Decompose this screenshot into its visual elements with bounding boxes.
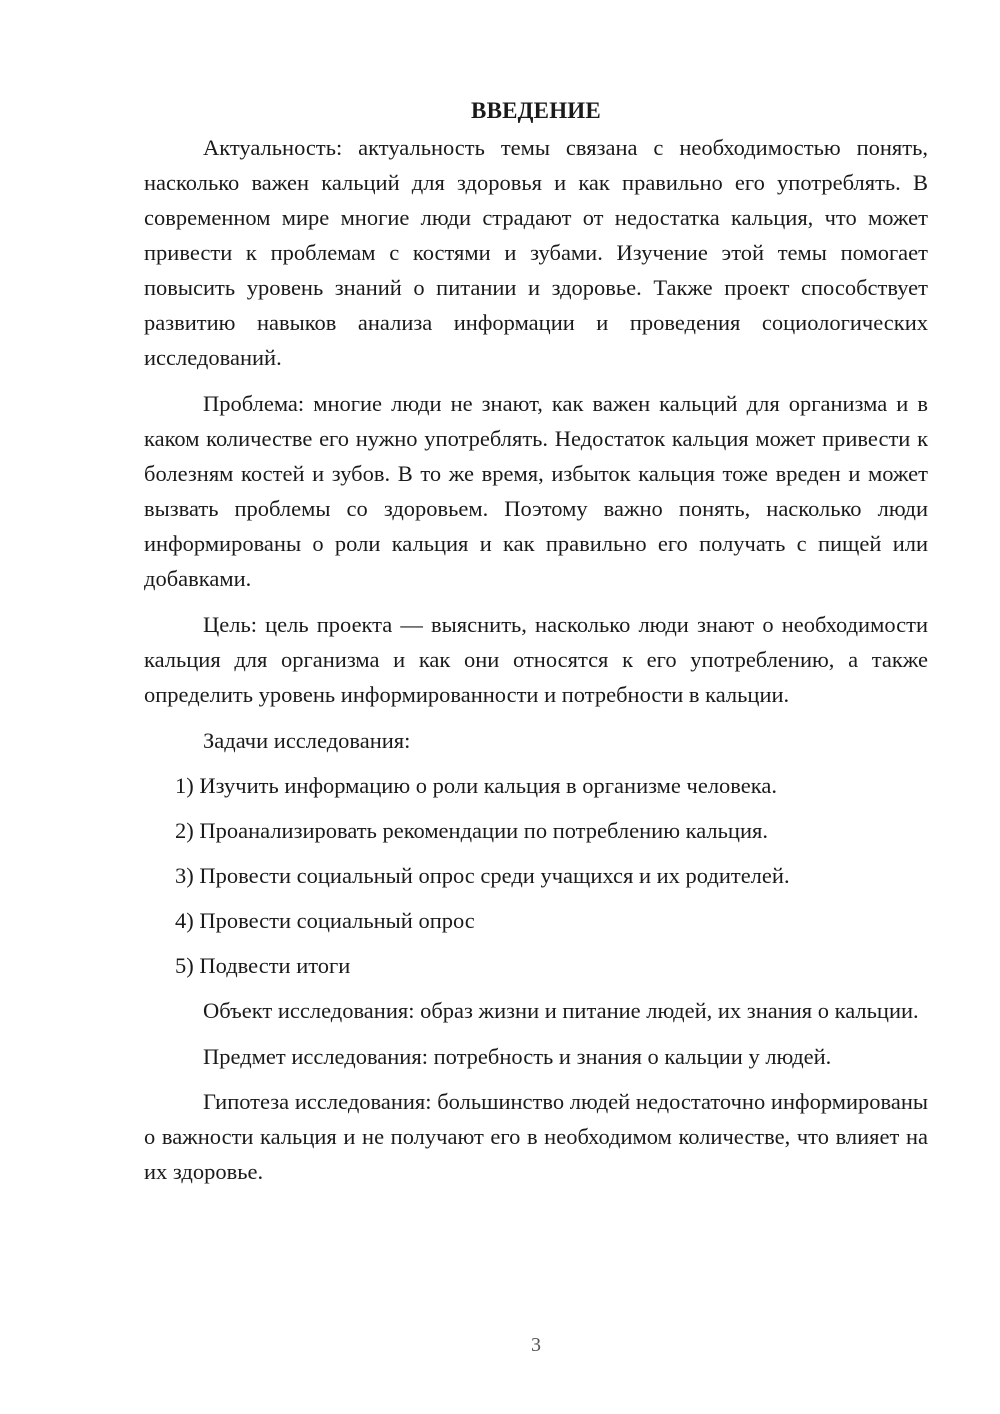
task-item: 4) Провести социальный опрос bbox=[175, 908, 475, 933]
page-title: ВВЕДЕНИЕ bbox=[471, 98, 601, 123]
task-item: 2) Проанализировать рекомендации по потреблению кальция. bbox=[175, 818, 768, 843]
goal-paragraph: Цель: цель проекта — выяснить, насколько люди знают о необходимости кальция для организма и как они относятся к его употреблению, а также определить уровень информированности и потребности в кальции. bbox=[144, 612, 928, 707]
page-number: 3 bbox=[531, 1334, 541, 1356]
hypothesis-paragraph: Гипотеза исследования: большинство людей недостаточно информированы о важности кальция и не получают его в необходимом количестве, что влияет на их здоровье. bbox=[144, 1089, 928, 1184]
subject-paragraph: Предмет исследования: потребность и знания о кальции у людей. bbox=[203, 1044, 832, 1069]
problem-paragraph: Проблема: многие люди не знают, как важен кальций для организма и в каком количестве его нужно употреблять. Недостаток кальция может привести к болезням костей и зубов. В то же время, избыток кальция тоже вреден и может вызвать проблемы со здоровьем. Поэтому важно понять, насколько люди информированы о роли кальция и как правильно его получать с пищей или добавками. bbox=[144, 391, 928, 591]
tasks-title: Задачи исследования: bbox=[203, 728, 411, 753]
relevance-paragraph: Актуальность: актуальность темы связана с необходимостью понять, насколько важен кальций для здоровья и как правильно его употреблять. В современном мире многие люди страдают от недостатка кальция, что может привести к проблемам с костями и зубами. Изучение этой темы помогает повысить уровень знаний о питании и здоровье. Также проект способствует развитию навыков анализа информации и проведения социологических исследований. bbox=[144, 135, 928, 370]
document-page bbox=[144, 96, 928, 1200]
object-paragraph: Объект исследования: образ жизни и питание людей, их знания о кальции. bbox=[203, 998, 919, 1023]
task-item: 3) Провести социальный опрос среди учащихся и их родителей. bbox=[175, 863, 790, 888]
task-item: 1) Изучить информацию о роли кальция в организме человека. bbox=[175, 773, 777, 798]
task-item: 5) Подвести итоги bbox=[175, 953, 351, 978]
